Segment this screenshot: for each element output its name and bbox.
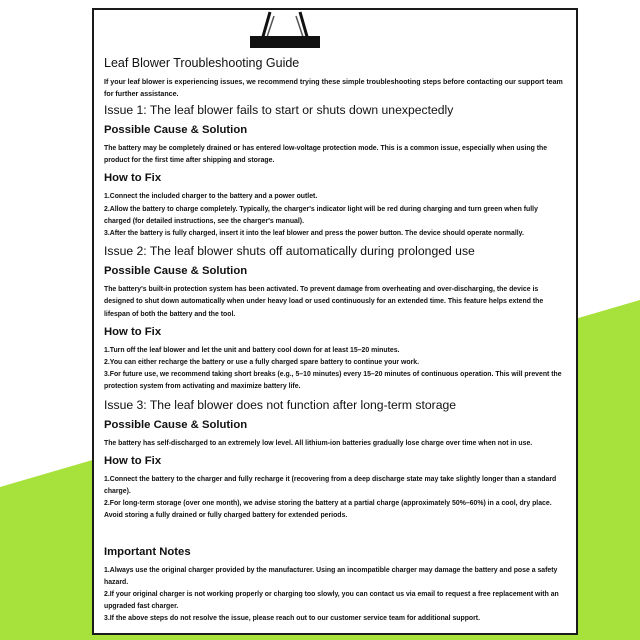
note-item: 2.If your original charger is not working properly or charging too slowly, you can contact us via email to request a free replacement with an upgraded fast charger.	[104, 591, 559, 611]
issue-2-section	[104, 244, 566, 393]
cause-text: The battery's built-in protection system has been activated. To prevent damage from overheating and over-discharging, the device is designed to shut down automatically when under heavy load or used continuously for an extended time. This feature helps extend the lifespan of both the battery and the tool.	[104, 286, 544, 318]
important-notes-section	[104, 545, 566, 626]
issue-heading: Issue 3: The leaf blower does not function after long-term storage	[104, 397, 457, 412]
issue-1-section	[104, 103, 566, 240]
binder-clip-icon	[244, 10, 326, 48]
fix-heading: How to Fix	[104, 172, 162, 185]
cause-heading: Possible Cause & Solution	[104, 124, 248, 136]
document-content	[104, 56, 566, 630]
document-sheet	[92, 8, 578, 635]
fix-steps	[104, 191, 566, 240]
fix-step: 2.You can either recharge the battery or use a fully charged spare battery to continue your work.	[104, 359, 420, 367]
cause-heading: Possible Cause & Solution	[104, 265, 248, 278]
cause-text: The battery has self-discharged to an extremely low level. All lithium-ion batteries gradually lose charge over time when not in use.	[104, 439, 533, 447]
fix-heading: How to Fix	[104, 454, 162, 467]
fix-step: 1.Turn off the leaf blower and let the unit and battery cool down for at least 15–20 minutes.	[104, 346, 400, 354]
fix-heading: How to Fix	[104, 325, 162, 338]
fix-step: 3.After the battery is fully charged, insert it into the leaf blower and press the power button. The device should operate normally.	[104, 230, 524, 238]
note-item: 3.If the above steps do not resolve the issue, please reach out to our customer service team for additional support.	[104, 615, 481, 623]
notes-list	[104, 565, 566, 626]
cause-text: The battery may be completely drained or has entered low-voltage protection mode. This is a common issue, especially when using the product for the first time after shipping and storage.	[104, 145, 548, 165]
notes-heading: Important Notes	[104, 545, 191, 558]
fix-steps	[104, 474, 566, 523]
fix-step: 2.For long-term storage (over one month), we advise storing the battery at a partial charge (approximately 50%–60%) in a cool, dry place. Avoid storing a fully drained or fully charged battery for extended periods.	[104, 500, 552, 520]
fix-step: 3.For future use, we recommend taking short breaks (e.g., 5–10 minutes) every 15–20 minutes of continuous operation. This will prevent the protection system from activating and maximize battery life.	[104, 371, 562, 391]
issue-3-section	[104, 398, 566, 523]
cause-heading: Possible Cause & Solution	[104, 418, 248, 431]
issue-heading: Issue 2: The leaf blower shuts off automatically during prolonged use	[104, 244, 475, 259]
issue-heading: Issue 1: The leaf blower fails to start or shuts down unexpectedly	[104, 103, 454, 117]
intro-paragraph: If your leaf blower is experiencing issues, we recommend trying these simple troubleshooting steps before contacting our support team for further assistance.	[104, 78, 563, 98]
fix-steps	[104, 345, 566, 394]
document-title: Leaf Blower Troubleshooting Guide	[104, 56, 300, 70]
fix-step: 2.Allow the battery to charge completely. Typically, the charger's indicator light will be red during charging and turn green when fully charged (for detailed instructions, see the charger's manual).	[104, 205, 538, 225]
fix-step: 1.Connect the battery to the charger and fully recharge it (recovering from a deep discharge state may take slightly longer than a standard charge).	[104, 475, 557, 496]
fix-step: 1.Connect the included charger to the battery and a power outlet.	[104, 193, 318, 201]
note-item: 1.Always use the original charger provided by the manufacturer. Using an incompatible charger may damage the battery and pose a safety hazard.	[104, 566, 558, 586]
